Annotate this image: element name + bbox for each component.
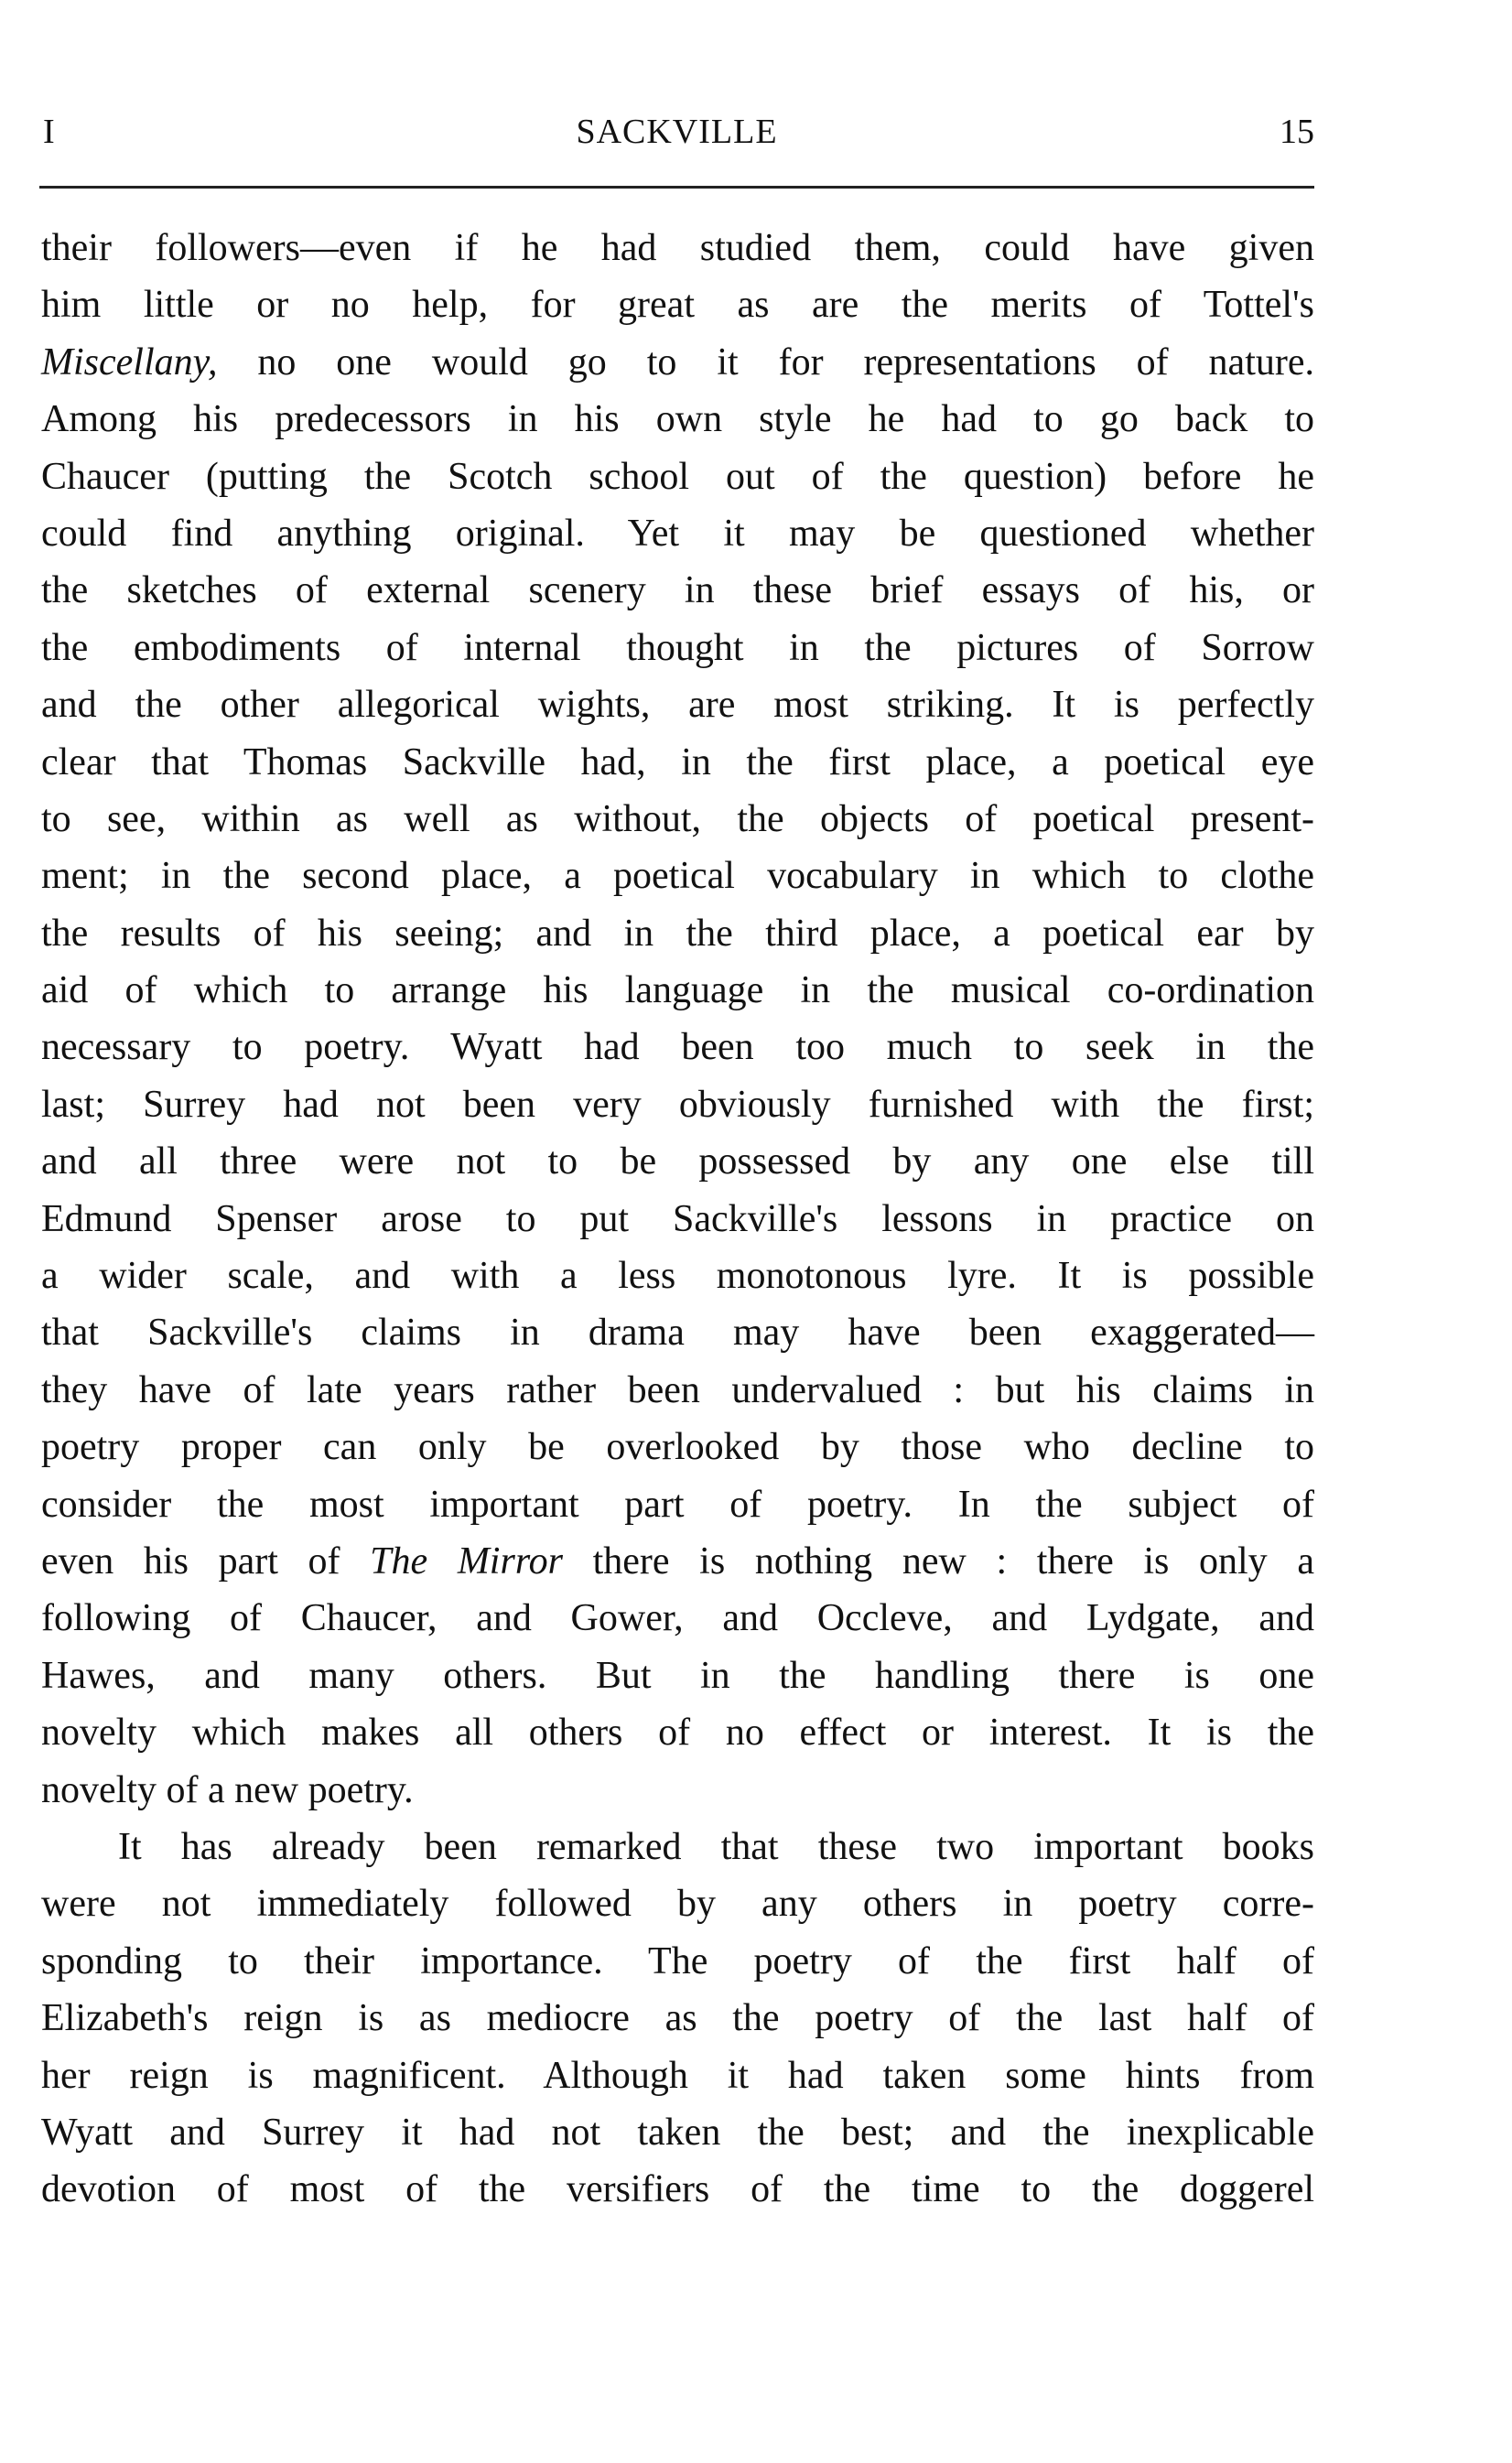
text-line: him little or no help, for great as are the merits of Tottel's xyxy=(41,284,1314,327)
text-line: It has already been remarked that these two important books xyxy=(118,1825,1314,1868)
text-line: necessary to poetry. Wyatt had been too much to seek in the xyxy=(41,1026,1314,1069)
text-line: Chaucer (putting the Scotch school out of the question) before he xyxy=(41,455,1314,498)
text-line: and all three were not to be possessed by any one else till xyxy=(41,1140,1314,1183)
text-line: even his part of The Mirror there is nothing new : there is only a xyxy=(41,1539,1314,1583)
text-line: could find anything original. Yet it may be questioned whether xyxy=(41,512,1314,555)
text-line: ment; in the second place, a poetical vocabulary in which to clothe xyxy=(41,855,1314,898)
text-line: novelty of a new poetry. xyxy=(41,1768,414,1811)
text-line: Among his predecessors in his own style he had to go back to xyxy=(41,398,1314,441)
text-line: Elizabeth's reign is as mediocre as the poetry of the last half of xyxy=(41,1997,1314,2040)
text-line: clear that Thomas Sackville had, in the first place, a poetical eye xyxy=(41,740,1314,783)
running-title: SACKVILLE xyxy=(576,113,778,151)
text-line: Edmund Spenser arose to put Sackville's lessons in practice on xyxy=(41,1197,1314,1240)
text-line: a wider scale, and with a less monotonous lyre. It is possible xyxy=(41,1255,1314,1298)
text-line: aid of which to arrange his language in the musical co-ordination xyxy=(41,969,1314,1012)
text-line: they have of late years rather been undervalued : but his claims in xyxy=(41,1368,1314,1411)
text-line: that Sackville's claims in drama may have been exaggerated— xyxy=(41,1312,1314,1355)
text-line: and the other allegorical wights, are most striking. It is perfectly xyxy=(41,684,1314,727)
text-line: their followers—even if he had studied them, could have given xyxy=(41,227,1314,269)
page-number: 15 xyxy=(1280,113,1314,151)
section-number: I xyxy=(43,113,55,151)
text-line: Hawes, and many others. But in the handling there is one xyxy=(41,1654,1314,1697)
text-line: to see, within as well as without, the objects of poetical present- xyxy=(41,797,1314,840)
text-line: novelty which makes all others of no effect or interest. It is the xyxy=(41,1712,1314,1755)
italic-title: Miscellany, xyxy=(41,340,218,383)
header-rule xyxy=(39,186,1314,189)
text-line: her reign is magnificent. Although it had taken some hints from xyxy=(41,2054,1314,2097)
text-line: consider the most important part of poetry. In the subject of xyxy=(41,1483,1314,1526)
text-line: the results of his seeing; and in the third place, a poetical ear by xyxy=(41,912,1314,955)
text-line: Wyatt and Surrey it had not taken the best; and the inexplicable xyxy=(41,2111,1314,2154)
text-line: the sketches of external scenery in these brief essays of his, or xyxy=(41,569,1314,612)
text-line: Miscellany, no one would go to it for representations of nature. xyxy=(41,340,1314,383)
running-header xyxy=(39,112,1314,157)
text-line: last; Surrey had not been very obviously furnished with the first; xyxy=(41,1083,1314,1126)
text-line: sponding to their importance. The poetry of the first half of xyxy=(41,1939,1314,1982)
italic-title: The Mirror xyxy=(370,1539,563,1583)
text-line: were not immediately followed by any others in poetry corre- xyxy=(41,1883,1314,1926)
text-line: poetry proper can only be overlooked by those who decline to xyxy=(41,1426,1314,1469)
body-text xyxy=(41,220,1314,2219)
text-line: following of Chaucer, and Gower, and Occleve, and Lydgate, and xyxy=(41,1597,1314,1640)
text-line: devotion of most of the versifiers of the time to the doggerel xyxy=(41,2168,1314,2211)
text-line: the embodiments of internal thought in the pictures of Sorrow xyxy=(41,626,1314,669)
